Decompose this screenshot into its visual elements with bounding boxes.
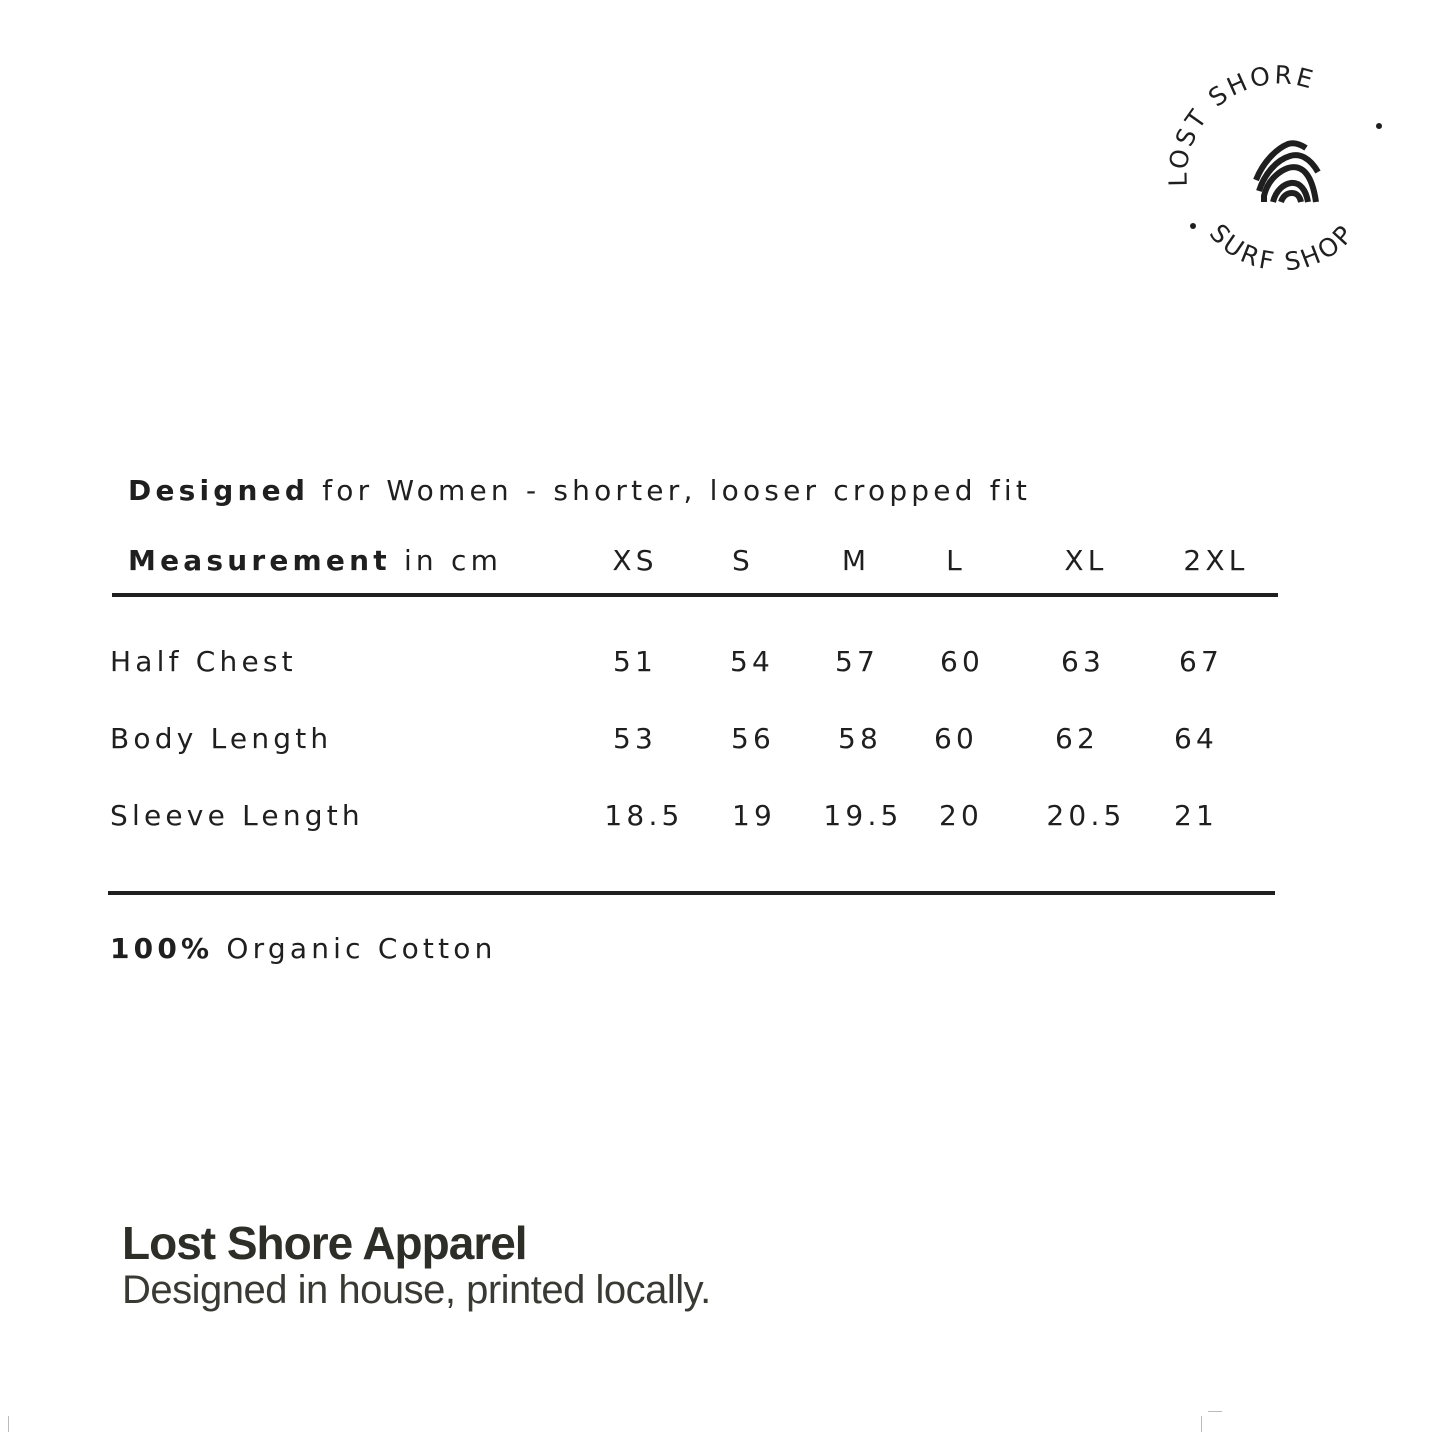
lost-shore-logo [1160, 60, 1400, 300]
row-label-body-length: Body Length [110, 722, 333, 755]
cell-body-length-m: 58 [837, 722, 883, 755]
cell-body-length-xs: 53 [612, 722, 658, 755]
table-top-rule [112, 593, 1278, 597]
crop-mark-right-h [1208, 1411, 1222, 1412]
cell-sleeve-length-xl: 20.5 [1046, 799, 1126, 832]
fit-description-text: for Women - shorter, looser cropped fit [322, 474, 1031, 507]
brand-tagline: Designed in house, printed locally. [122, 1268, 711, 1312]
material-percent: 100% [110, 932, 214, 965]
cell-half-chest-2xl: 67 [1178, 645, 1224, 678]
wave-mountain-icon [1256, 143, 1318, 202]
size-header-s: S [732, 544, 754, 577]
size-header-m: M [841, 544, 871, 577]
logo-dot-right [1376, 123, 1382, 129]
material-text: Organic Cotton [226, 932, 497, 965]
cell-body-length-l: 60 [933, 722, 979, 755]
crop-mark-left [8, 1416, 9, 1432]
size-header-l: L [946, 544, 966, 577]
logo-bottom-text: SURF SHOP [1203, 218, 1361, 277]
cell-half-chest-xl: 63 [1060, 645, 1106, 678]
cell-half-chest-xs: 51 [612, 645, 658, 678]
measurement-header-bold: Measurement [128, 544, 391, 577]
fit-description-bold: Designed [128, 474, 310, 507]
measurement-header [128, 544, 502, 577]
cell-sleeve-length-s: 19 [731, 799, 777, 832]
cell-body-length-2xl: 64 [1173, 722, 1219, 755]
brand-name: Lost Shore Apparel [122, 1217, 527, 1269]
cell-body-length-xl: 62 [1054, 722, 1100, 755]
cell-sleeve-length-xs: 18.5 [604, 799, 684, 832]
size-header-xs: XS [612, 544, 658, 577]
measurement-header-unit: in cm [403, 544, 503, 577]
cell-body-length-s: 56 [730, 722, 776, 755]
logo-dot-left [1190, 223, 1196, 229]
row-label-half-chest: Half Chest [110, 645, 297, 678]
row-label-sleeve-length: Sleeve Length [110, 799, 364, 832]
size-header-2xl: 2XL [1183, 544, 1249, 577]
cell-sleeve-length-m: 19.5 [823, 799, 903, 832]
material-note [110, 932, 497, 965]
logo-top-text: LOST SHORE [1163, 60, 1319, 187]
crop-mark-right [1201, 1416, 1202, 1432]
cell-half-chest-m: 57 [834, 645, 880, 678]
table-bottom-rule [108, 891, 1275, 895]
cell-half-chest-s: 54 [729, 645, 775, 678]
cell-sleeve-length-2xl: 21 [1173, 799, 1219, 832]
fit-description [128, 474, 1031, 507]
cell-half-chest-l: 60 [939, 645, 985, 678]
cell-sleeve-length-l: 20 [938, 799, 984, 832]
size-header-xl: XL [1064, 544, 1108, 577]
